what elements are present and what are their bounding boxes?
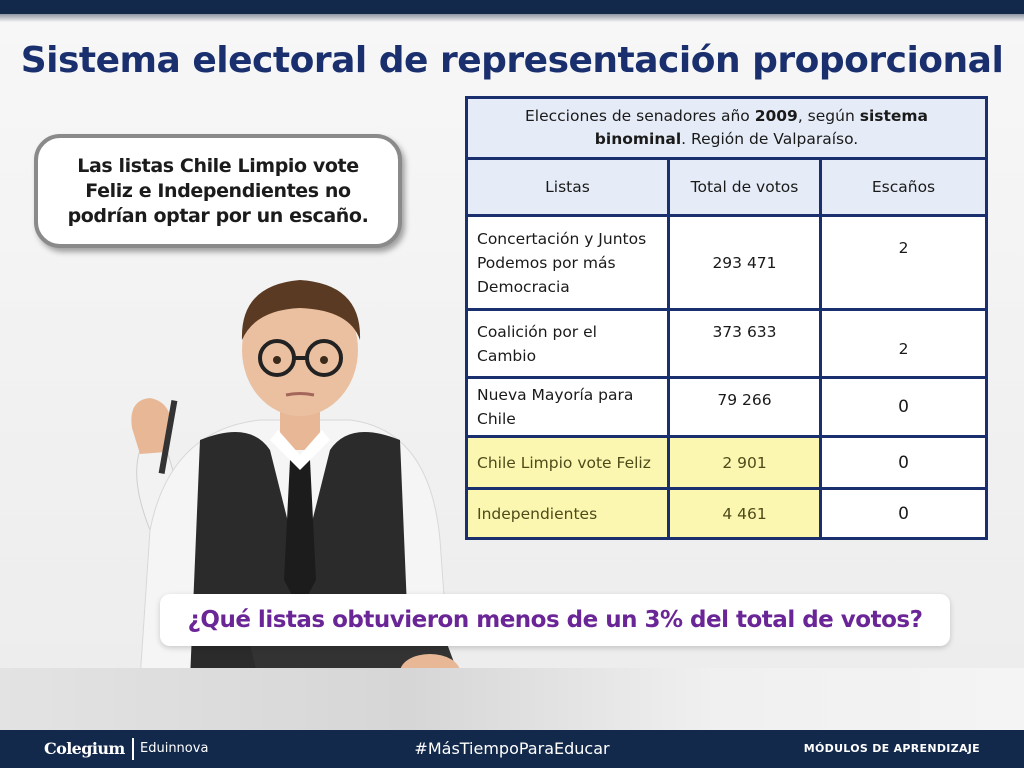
caption-year: 2009 (754, 107, 798, 125)
caption-part3: . Región de Valparaíso. (681, 130, 859, 148)
table-row (467, 378, 987, 437)
desk (0, 668, 1024, 730)
row-list-name: Concertación y Juntos Podemos por más Democracia (467, 216, 669, 310)
results-table (465, 96, 988, 540)
table-row (467, 310, 987, 378)
eduinnova-logo: Eduinnova (140, 741, 209, 756)
row-seats: 0 (821, 437, 987, 489)
speech-bubble-text: Las listas Chile Limpio vote Feliz e Independientes no podrían optar por un escaño. (67, 154, 369, 227)
colegium-logo: Colegium (44, 739, 125, 758)
results-table-container (465, 96, 985, 540)
row-list-name: Nueva Mayoría para Chile (467, 378, 669, 437)
row-seats: 0 (821, 489, 987, 539)
question-text: ¿Qué listas obtuvieron menos de un 3% del total de votos? (187, 607, 923, 633)
row-seats: 0 (821, 378, 987, 437)
row-votes: 79 266 (669, 378, 821, 437)
caption-part1: Elecciones de senadores año (524, 107, 755, 125)
question-banner (160, 594, 950, 646)
row-list-name: Independientes (467, 489, 669, 539)
table-caption (467, 98, 987, 159)
row-votes: 4 461 (669, 489, 821, 539)
row-list-name: Coalición por el Cambio (467, 310, 669, 378)
header-seats: Escaños (821, 159, 987, 216)
table-row-highlighted (467, 437, 987, 489)
table-caption-row (467, 98, 987, 159)
row-votes: 373 633 (669, 310, 821, 378)
row-seats: 2 (821, 216, 987, 310)
caption-system: sistema binominal (594, 107, 929, 148)
table-row-highlighted (467, 489, 987, 539)
speech-bubble (34, 134, 402, 248)
row-seats: 2 (821, 310, 987, 378)
header-votes: Total de votos (669, 159, 821, 216)
footer-hashtag: #MásTiempoParaEducar (414, 739, 610, 758)
table-header-row (467, 159, 987, 216)
table-row (467, 216, 987, 310)
footer-modules-label: MÓDULOS DE APRENDIZAJE (803, 742, 980, 755)
footer-bar (0, 730, 1024, 768)
row-list-name: Chile Limpio vote Feliz (467, 437, 669, 489)
top-stripe (0, 14, 1024, 22)
slide-title: Sistema electoral de representación proporcional (20, 40, 1004, 81)
caption-part2: , según (797, 107, 860, 125)
header-lists: Listas (467, 159, 669, 216)
top-bar (0, 0, 1024, 14)
row-votes: 2 901 (669, 437, 821, 489)
row-votes: 293 471 (669, 216, 821, 310)
